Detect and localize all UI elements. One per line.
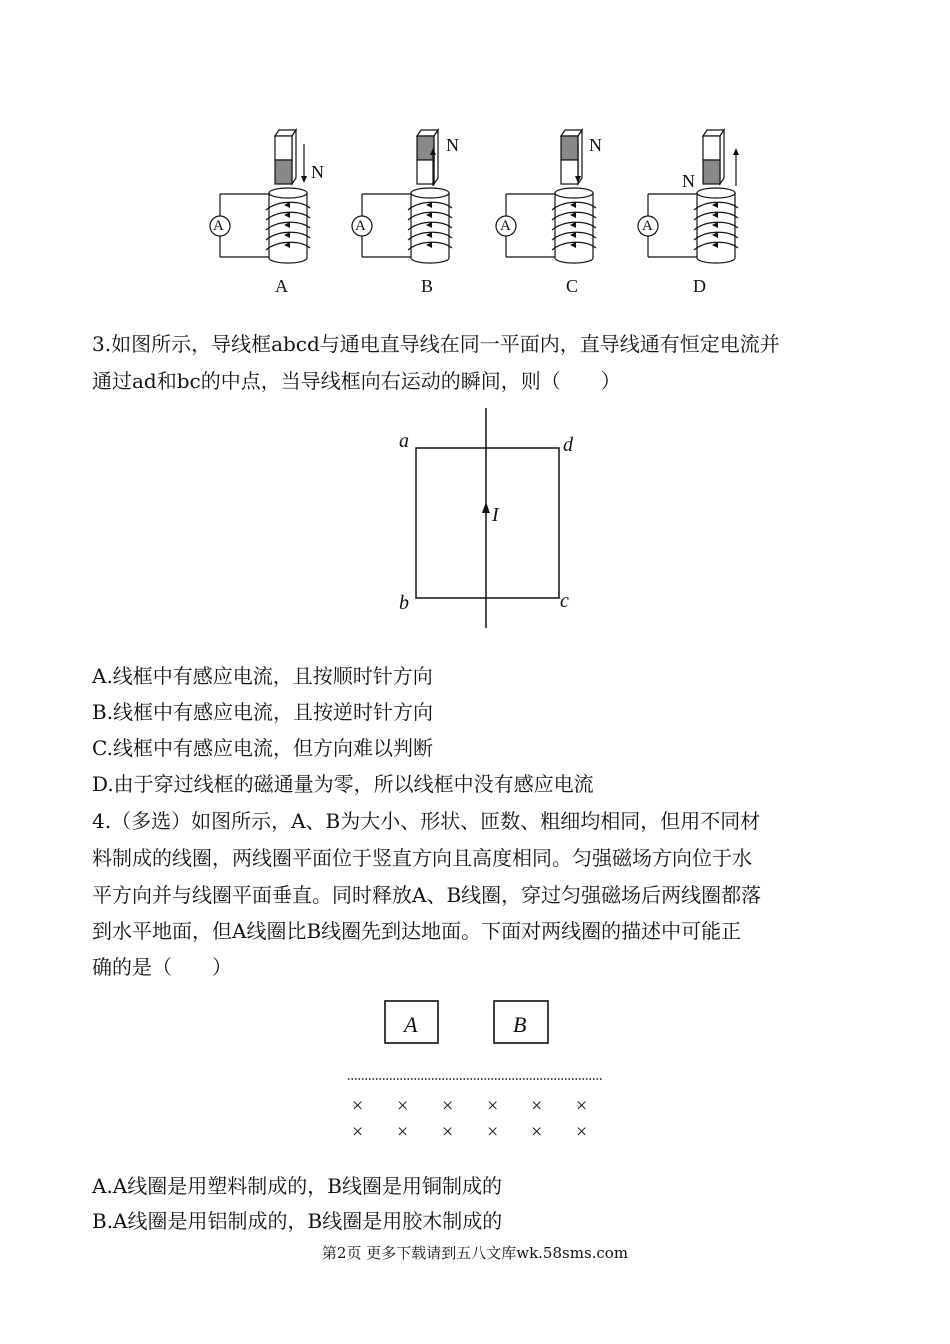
- pole-label-c: N: [589, 135, 602, 155]
- question3-option-d: D.由于穿过线框的磁通量为零，所以线框中没有感应电流: [92, 772, 594, 796]
- figure1-label-a: A: [275, 276, 288, 296]
- question3-stem-line2: 通过ad和bc的中点，当导线框向右运动的瞬间，则（ ）: [92, 369, 621, 393]
- corner-label-b: b: [399, 592, 409, 614]
- pole-label-a: N: [311, 162, 324, 182]
- ammeter-label-d: A: [642, 218, 653, 234]
- coil-a-label: A: [404, 1012, 418, 1037]
- question3-option-c: C.线框中有感应电流，但方向难以判断: [92, 736, 433, 760]
- pole-label-d: N: [682, 171, 695, 191]
- field-cross-mark: ×: [397, 1095, 409, 1117]
- coil-panel-3: [496, 130, 596, 263]
- question3-stem-line1: 3.如图所示，导线框abcd与通电直导线在同一平面内，直导线通有恒定电流并: [92, 332, 780, 356]
- field-cross-mark: ×: [531, 1121, 543, 1143]
- corner-label-d: d: [563, 434, 573, 456]
- field-cross-mark: ×: [487, 1121, 499, 1143]
- pole-label-b: N: [446, 135, 459, 155]
- coil-panel-1: [210, 130, 310, 263]
- field-cross-mark: ×: [531, 1095, 543, 1117]
- page-footer: 第2页 更多下载请到五八文库wk.58sms.com: [321, 1244, 629, 1262]
- question4-stem-line2: 料制成的线圈，两线圈平面位于竖直方向且高度相同。匀强磁场方向位于水: [92, 846, 752, 870]
- ammeter-label-c: A: [500, 218, 511, 234]
- coil-panel-4: [638, 130, 739, 263]
- falling-coils-figure: [340, 995, 610, 1145]
- corner-label-c: c: [560, 590, 569, 612]
- field-cross-mark: ×: [487, 1095, 499, 1117]
- field-cross-mark: ×: [576, 1095, 588, 1117]
- coil-magnet-figure: [200, 122, 760, 302]
- question4-option-b: B.A线圈是用铝制成的，B线圈是用胶木制成的: [92, 1209, 503, 1233]
- field-cross-mark: ×: [352, 1095, 364, 1117]
- ammeter-label-a: A: [213, 218, 224, 234]
- field-cross-mark: ×: [576, 1121, 588, 1143]
- current-label: I: [492, 504, 499, 526]
- ammeter-label-b: A: [355, 218, 366, 234]
- corner-label-a: a: [399, 430, 409, 452]
- question4-stem-line1: 4.（多选）如图所示，A、B为大小、形状、匝数、粗细均相同，但用不同材: [92, 809, 761, 833]
- figure1-label-c: C: [566, 276, 579, 296]
- coil-panel-2: [352, 130, 452, 263]
- field-cross-mark: ×: [352, 1121, 364, 1143]
- question3-option-a: A.线框中有感应电流，且按顺时针方向: [92, 664, 433, 688]
- question4-stem-line5: 确的是（ ）: [92, 955, 232, 979]
- question4-stem-line3: 平方向并与线圈平面垂直。同时释放A、B线圈，穿过匀强磁场后两线圈都落: [92, 883, 762, 907]
- field-cross-mark: ×: [442, 1121, 454, 1143]
- question3-option-b: B.线框中有感应电流，且按逆时针方向: [92, 700, 434, 724]
- figure1-label-b: B: [421, 276, 434, 296]
- field-cross-mark: ×: [442, 1095, 454, 1117]
- field-cross-mark: ×: [397, 1121, 409, 1143]
- question4-option-a: A.A线圈是用塑料制成的，B线圈是用铜制成的: [92, 1174, 502, 1198]
- figure1-label-d: D: [693, 276, 706, 296]
- question4-stem-line4: 到水平地面，但A线圈比B线圈先到达地面。下面对两线圈的描述中可能正: [92, 919, 742, 943]
- coil-b-label: B: [513, 1012, 527, 1037]
